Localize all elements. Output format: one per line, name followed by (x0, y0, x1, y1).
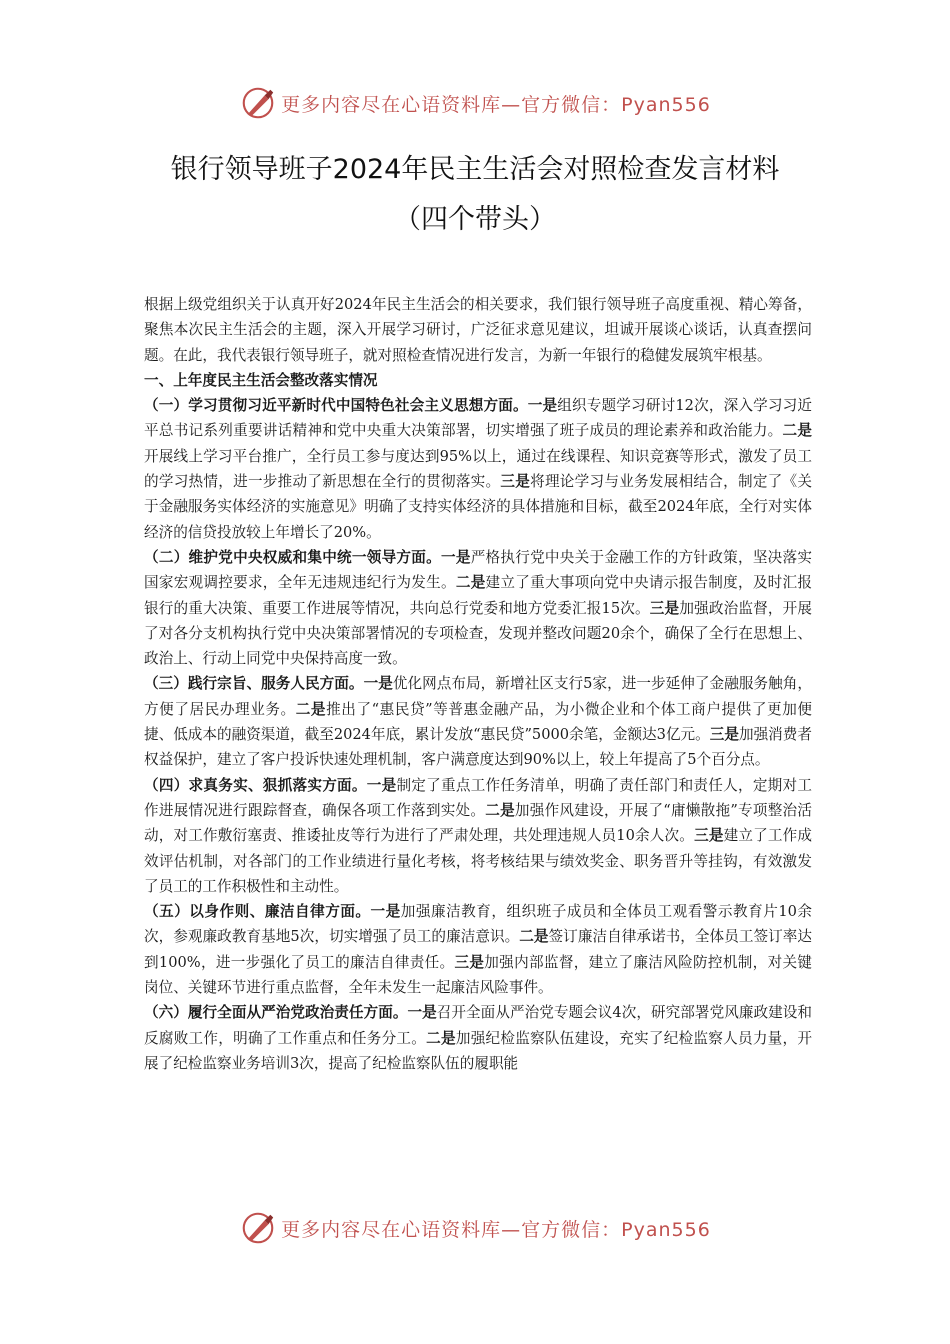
document-title: 银行领导班子2024年民主生活会对照检查发言材料 (170, 154, 780, 185)
point-text: 将理论学习与业务发展相结合，制定了《关于金融服务实体经济的实施意见》明确了支持实体经济的具体措施和目标，截至2024年底，全行对实体经济的信贷投放较上年增长了20%。 (144, 473, 812, 541)
point-text: 建立了工作成效评估机制，对各部门的工作业绩进行量化考核，将考核结果与绩效奖金、职务晋升等挂钩，有效激发了员工的工作积极性和主动性。 (144, 827, 812, 895)
point-text: 加强消费者权益保护，建立了客户投诉快速处理机制，客户满意度达到90%以上，较上年提高了5个百分点。 (144, 726, 812, 769)
subsection-paragraph (144, 899, 812, 1000)
subsection-paragraph (144, 671, 812, 772)
point-text: 签订廉洁自律承诺书，全体员工签订率达到100%，进一步强化了员工的廉洁自律责任。 (144, 928, 812, 971)
point-label: 二是 (782, 422, 812, 440)
subsection-paragraph (144, 545, 812, 671)
subsection-heading: （四）求真务实、狠抓落实方面。 (144, 776, 367, 794)
point-text: 加强廉洁教育，组织班子成员和全体员工观看警示教育片10余次，参观廉政教育基地5次，切实增强了员工的廉洁意识。 (144, 903, 812, 946)
subsection-paragraph (144, 393, 812, 545)
footer-watermark-banner (0, 1203, 950, 1253)
point-text: 加强作风建设，开展了“庸懒散拖”专项整治活动，对工作敷衍塞责、推诿扯皮等行为进行了严肃处理，共处理违规人员10余人次。 (144, 801, 812, 845)
point-text: 加强内部监督，建立了廉洁风险防控机制，对关键岗位、关键环节进行重点监督，全年未发生一起廉洁风险事件。 (144, 953, 812, 997)
point-label: 三是 (709, 726, 739, 744)
subsection-heading: （六）履行全面从严治党政治责任方面。 (144, 1004, 408, 1022)
point-label: 一是 (370, 903, 401, 921)
point-text: 开展线上学习平台推广，全行员工参与度达到95%以上，通过在线课程、知识竞赛等形式，激发了员工的学习热情，进一步推动了新思想在全行的贯彻落实。 (144, 447, 812, 491)
point-label: 一是 (527, 397, 558, 415)
point-text: 组织专题学习研讨12次，深入学习习近平总书记系列重要讲话精神和党中央重大决策部署，切实增强了班子成员的理论素养和政治能力。 (144, 397, 812, 440)
subsection-paragraph (144, 773, 812, 899)
point-label: 二是 (519, 928, 549, 946)
point-label: 一是 (407, 1004, 437, 1022)
point-text: 加强纪检监察队伍建设，充实了纪检监察人员力量，开展了纪检监察业务培训3次，提高了纪检监察队伍的履职能 (144, 1029, 812, 1072)
document-body (144, 292, 812, 1076)
point-label: 三是 (694, 827, 724, 845)
document-subtitle: （四个带头） (394, 204, 556, 235)
point-text: 加强政治监督，开展了对各分支机构执行党中央决策部署情况的专项检查，发现并整改问题20余个，确保了全行在思想上、政治上、行动上同党中央保持高度一致。 (144, 599, 812, 668)
subsection-heading: （二）维护党中央权威和集中统一领导方面。 (144, 548, 441, 566)
point-label: 一是 (440, 548, 471, 566)
banner-text: 更多内容尽在心语资料库—官方微信：Pyan556 (281, 93, 711, 116)
point-label: 三是 (649, 599, 680, 617)
subsection-heading: （三）践行宗旨、服务人民方面。 (144, 675, 364, 693)
point-label: 三是 (454, 953, 485, 971)
header-watermark-banner (0, 78, 950, 128)
point-text: 严格执行党中央关于金融工作的方针政策，坚决落实国家宏观调控要求，全年无违规违纪行为发生。 (144, 548, 812, 592)
point-label: 二是 (295, 700, 327, 718)
subsection-heading: （五）以身作则、廉洁自律方面。 (144, 903, 371, 921)
point-text: 建立了重大事项向党中央请示报告制度，及时汇报银行的重大决策、重要工作进展等情况，共向总行党委和地方党委汇报15次。 (144, 574, 812, 617)
point-text: 优化网点布局，新增社区支行5家，进一步延伸了金融服务触角，方便了居民办理业务。 (144, 675, 812, 718)
point-label: 一是 (366, 776, 397, 794)
point-text: 推出了“惠民贷”等普惠金融产品，为小微企业和个体工商户提供了更加便捷、低成本的融资渠道，截至2024年底，累计发放“惠民贷”5000余笔，金额达3亿元。 (144, 700, 812, 744)
banner-text: 更多内容尽在心语资料库—官方微信：Pyan556 (281, 1218, 711, 1241)
pen-nib-logo-icon (239, 1209, 277, 1247)
point-label: 三是 (500, 473, 531, 491)
section-heading: 一、上年度民主生活会整改落实情况 (144, 371, 378, 389)
subsection-paragraph (144, 1000, 812, 1076)
point-label: 一是 (363, 675, 393, 693)
point-label: 二是 (455, 574, 486, 592)
point-label: 二是 (485, 801, 515, 819)
intro-paragraph: 根据上级党组织关于认真开好2024年民主生活会的相关要求，我们银行领导班子高度重视、精心筹备，聚焦本次民主生活会的主题，深入开展学习研讨，广泛征求意见建议，坦诚开展谈心谈话，认真查摆问题。在此，我代表银行领导班子，就对照检查情况进行发言，为新一年银行的稳健发展筑牢根基。 (144, 296, 812, 364)
point-text: 制定了重点工作任务清单，明确了责任部门和责任人，定期对工作进展情况进行跟踪督查，确保各项工作落到实处。 (144, 776, 812, 819)
point-label: 二是 (426, 1029, 456, 1047)
pen-nib-logo-icon (239, 84, 277, 122)
subsection-heading: （一）学习贯彻习近平新时代中国特色社会主义思想方面。 (144, 397, 528, 415)
point-text: 召开全面从严治党专题会议4次，研究部署党风廉政建设和反腐败工作，明确了工作重点和任务分工。 (144, 1004, 812, 1047)
